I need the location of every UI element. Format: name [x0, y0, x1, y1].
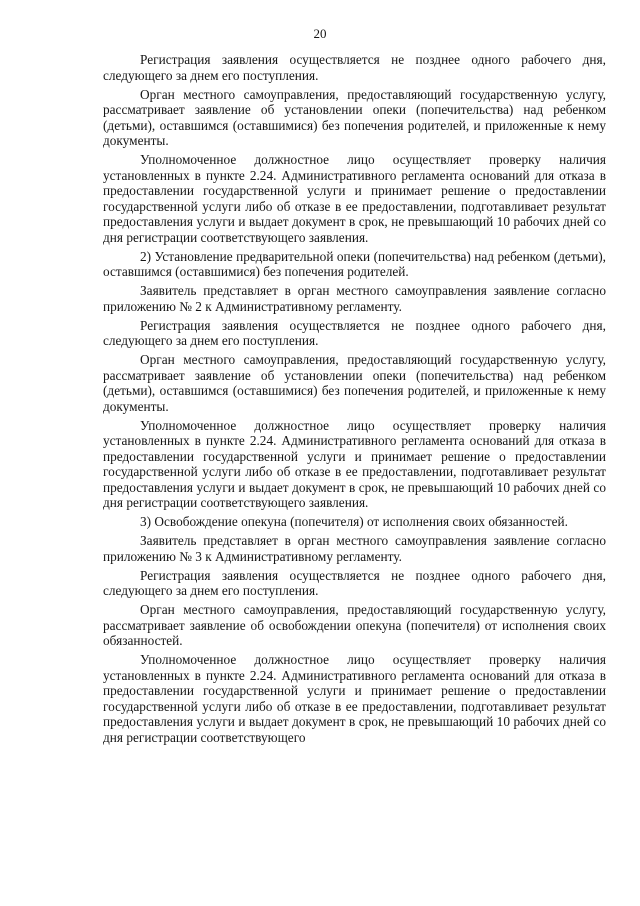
paragraph: 3) Освобождение опекуна (попечителя) от исполнения своих обязанностей. [140, 514, 568, 529]
paragraph: Орган местного самоуправления, предоставляющий государственную услугу, рассматривает заявление об освобождении опекуна (попечителя) от исполнения своих обязанностей. [103, 602, 606, 648]
paragraph: Уполномоченное должностное лицо осуществляет проверку наличия установленных в пункте 2.24. Административного регламента оснований для отказа в предоставлении государственной услуги и принимает решение о предоставлении государственной услуги либо об отказе в ее предоставлении, подготавливает результат предоставления услуги и выдает документ в срок, не превышающий 10 рабочих дней со дня регистрации соответствующего заявления. [103, 152, 606, 245]
paragraph: Регистрация заявления осуществляется не позднее одного рабочего дня, следующего за днем его поступления. [103, 317, 606, 348]
paragraph: Регистрация заявления осуществляется не позднее одного рабочего дня, следующего за днем его поступления. [103, 567, 606, 598]
page-number: 20 [313, 26, 327, 41]
paragraph: Заявитель представляет в орган местного самоуправления заявление согласно приложению № 3 к Административному регламенту. [103, 533, 606, 564]
paragraph: 2) Установление предварительной опеки (попечительства) над ребенком (детьми), оставшимся (оставшимися) без попечения родителей. [103, 248, 606, 279]
paragraph: Уполномоченное должностное лицо осуществляет проверку наличия установленных в пункте 2.24. Административного регламента оснований для отказа в предоставлении государственной услуги и принимает решение о предоставлении государственной услуги либо об отказе в ее предоставлении, подготавливает результат предоставления услуги и выдает документ в срок, не превышающий 10 рабочих дней со дня регистрации соответствующего заявления. [103, 417, 606, 510]
paragraph: Регистрация заявления осуществляется не позднее одного рабочего дня, следующего за днем его поступления. [103, 52, 606, 83]
document-body [103, 52, 606, 749]
paragraph: Заявитель представляет в орган местного самоуправления заявление согласно приложению № 2 к Административному регламенту. [103, 283, 606, 314]
paragraph: Уполномоченное должностное лицо осуществляет проверку наличия установленных в пункте 2.24. Административного регламента оснований для отказа в предоставлении государственной услуги и принимает решение о предоставлении государственной услуги либо об отказе в ее предоставлении, подготавливает результат предоставления услуги и выдает документ в срок, не превышающий 10 рабочих дней со дня регистрации соответствующего [103, 652, 606, 745]
paragraph: Орган местного самоуправления, предоставляющий государственную услугу, рассматривает заявление об установлении опеки (попечительства) над ребенком (детьми), оставшимся (оставшимися) без попечения родителей, и приложенные к нему документы. [103, 352, 606, 414]
paragraph: Орган местного самоуправления, предоставляющий государственную услугу, рассматривает заявление об установлении опеки (попечительства) над ребенком (детьми), оставшимся (оставшимися) без попечения родителей, и приложенные к нему документы. [103, 86, 606, 148]
